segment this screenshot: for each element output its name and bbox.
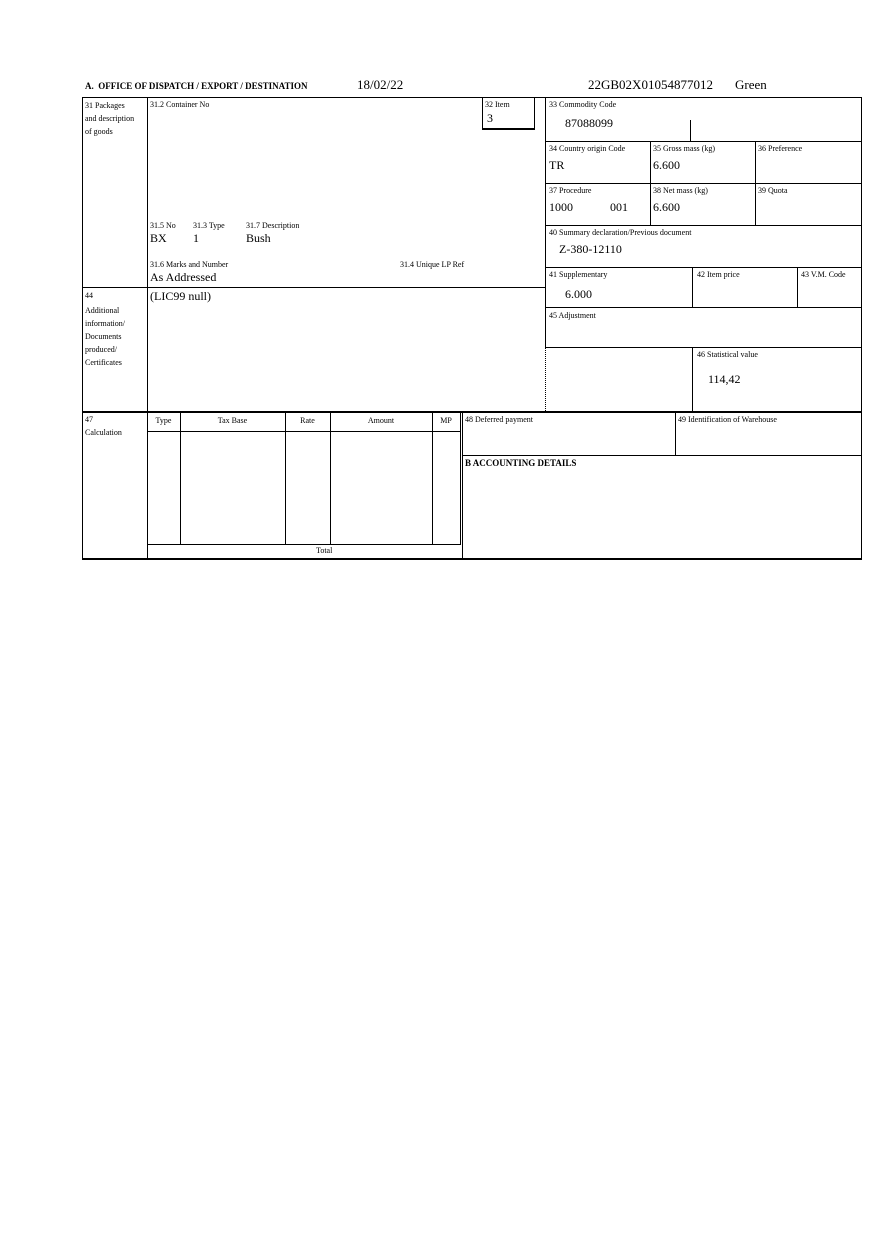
box43-vm-code-label: 43 V.M. Code — [801, 270, 846, 279]
box44-number: 44 — [85, 291, 93, 300]
box31-type-label: 31.3 Type — [193, 221, 225, 230]
box49-warehouse-label: 49 Identification of Warehouse — [678, 415, 777, 424]
box35-gross-mass-value: 6.600 — [653, 158, 680, 172]
box31-unique-lp-ref-label: 31.4 Unique LP Ref — [400, 260, 465, 269]
grid-line — [82, 411, 862, 413]
grid-line — [147, 544, 460, 545]
box37-procedure-value: 1000 — [549, 200, 573, 214]
tax-column-rate: Rate — [300, 416, 315, 425]
box33-commodity-code-label: 33 Commodity Code — [549, 100, 617, 109]
box41-supplementary-label: 41 Supplementary — [549, 270, 608, 279]
box31-label: 31 Packages and description of goods — [85, 101, 135, 136]
box34-country-origin-value: TR — [549, 158, 565, 172]
box46-statistical-value-label: 46 Statistical value — [697, 350, 758, 359]
grid-line — [82, 287, 546, 288]
declaration-date: 18/02/22 — [357, 77, 404, 92]
box32-item-value: 3 — [487, 111, 493, 125]
grid-line — [82, 558, 862, 560]
office-of-dispatch-label: A. OFFICE OF DISPATCH / EXPORT / DESTINATION — [85, 81, 308, 91]
box39-quota-label: 39 Quota — [758, 186, 788, 195]
grid-line — [534, 97, 535, 129]
grid-line — [482, 128, 535, 130]
grid-line — [147, 97, 148, 560]
box37-procedure-label: 37 Procedure — [549, 186, 592, 195]
grid-line — [692, 347, 693, 412]
box42-item-price-label: 42 Item price — [697, 270, 740, 279]
grid-line — [692, 267, 693, 308]
tax-column-mp: MP — [440, 416, 452, 425]
grid-line — [482, 97, 483, 129]
box32-item-label: 32 Item — [485, 100, 510, 109]
grid-line — [861, 97, 862, 560]
grid-line — [650, 141, 651, 226]
box34-country-origin-label: 34 Country origin Code — [549, 144, 626, 153]
grid-line — [755, 141, 756, 226]
box38-net-mass-label: 38 Net mass (kg) — [653, 186, 708, 195]
box33-commodity-code-value: 87088099 — [565, 116, 613, 130]
box31-container-no-label: 31.2 Container No — [150, 100, 210, 109]
box31-description-value: Bush — [246, 231, 271, 245]
box31-description-label: 31.7 Description — [246, 221, 300, 230]
grid-line — [460, 411, 461, 545]
grid-line — [147, 431, 460, 432]
box44-label: Additional information/ Documents produced/ Certificates — [85, 306, 125, 367]
box46-statistical-value: 114,42 — [708, 372, 741, 386]
box47-number: 47 — [85, 415, 93, 424]
box48-deferred-payment-label: 48 Deferred payment — [465, 415, 533, 424]
boxB-accounting-details-label: B ACCOUNTING DETAILS — [465, 458, 577, 468]
box37-procedure-extra-value: 001 — [610, 200, 628, 214]
box38-net-mass-value: 6.600 — [653, 200, 680, 214]
commodity-code-divider — [690, 120, 691, 141]
grid-line — [82, 97, 83, 560]
box36-preference-label: 36 Preference — [758, 144, 803, 153]
grid-line — [797, 267, 798, 308]
grid-line — [545, 347, 862, 348]
box44-value: (LIC99 null) — [150, 289, 211, 303]
tax-column-type: Type — [155, 416, 172, 425]
box45-adjustment-label: 45 Adjustment — [549, 311, 596, 320]
grid-line — [545, 307, 862, 308]
declaration-reference: 22GB02X01054877012 — [588, 77, 713, 92]
box35-gross-mass-label: 35 Gross mass (kg) — [653, 144, 715, 153]
box40-summary-declaration-label: 40 Summary declaration/Previous document — [549, 228, 692, 237]
tax-column-amount: Amount — [367, 416, 395, 425]
dotted-divider — [545, 348, 546, 411]
routing-indicator: Green — [735, 77, 767, 92]
tax-column-tax-base: Tax Base — [217, 416, 248, 425]
grid-line — [462, 411, 463, 560]
grid-line — [545, 141, 862, 142]
box31-marks-value: As Addressed — [150, 270, 217, 284]
grid-line — [545, 97, 546, 348]
grid-line — [545, 267, 862, 268]
tax-total-label: Total — [316, 546, 333, 555]
box31-type-value: 1 — [193, 231, 199, 245]
box41-supplementary-value: 6.000 — [565, 287, 592, 301]
grid-line — [545, 183, 862, 184]
grid-line — [462, 455, 862, 456]
box31-no-value: BX — [150, 231, 167, 245]
grid-line — [82, 97, 862, 98]
box47-label: Calculation — [85, 428, 122, 437]
box31-marks-label: 31.6 Marks and Number — [150, 260, 229, 269]
grid-line — [675, 411, 676, 456]
box31-no-label: 31.5 No — [150, 221, 176, 230]
box40-summary-declaration-value: Z-380-12110 — [559, 242, 622, 256]
grid-line — [545, 225, 862, 226]
